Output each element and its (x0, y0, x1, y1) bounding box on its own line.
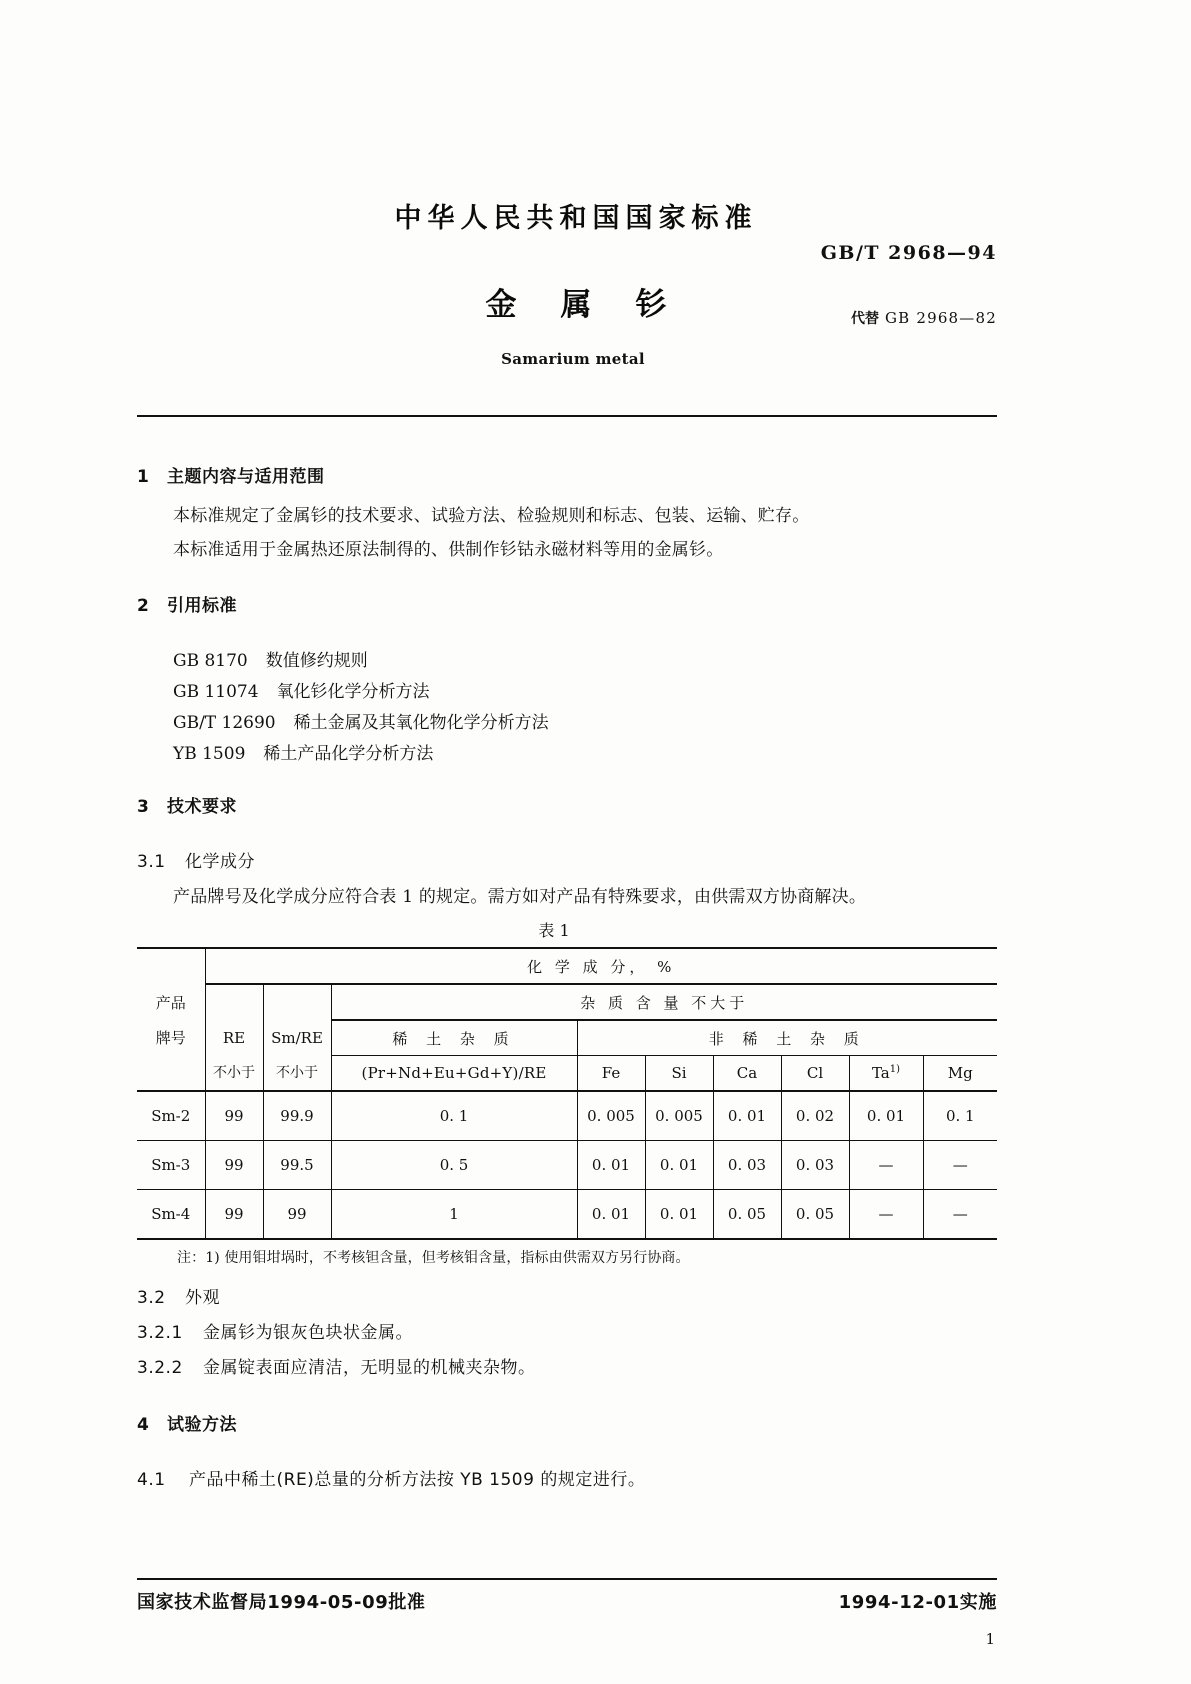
header-formula (331, 1056, 577, 1092)
header-ca (713, 1056, 781, 1092)
footer-divider (137, 1578, 997, 1580)
cell-cl: 0. 05 (781, 1190, 849, 1240)
cell-si: 0. 01 (645, 1190, 713, 1240)
cell-ta: — (849, 1141, 923, 1190)
cell-smre: 99.9 (263, 1091, 331, 1141)
cell-cl: 0. 02 (781, 1091, 849, 1141)
header-re-label: RE (222, 1028, 246, 1047)
cell-smre: 99 (263, 1190, 331, 1240)
header-si (645, 1056, 713, 1092)
header-chem-composition-label: 化 学 成 分， % (527, 957, 676, 976)
reference-code: GB 8170 (173, 651, 248, 671)
section-3-2-2-text: 金属锭表面应清洁，无明显的机械夹杂物。 (203, 1358, 536, 1378)
section-heading-4-1 (137, 1465, 997, 1490)
table-header-row-elements (137, 1056, 997, 1092)
section-4-title: 试验方法 (167, 1415, 237, 1435)
replaces-standard-number: GB 2968—82 (884, 309, 997, 327)
page-number: 1 (985, 1630, 995, 1648)
section-heading-3-2-1 (137, 1318, 997, 1343)
cell-re-impurity: 1 (331, 1190, 577, 1240)
header-formula-label: (Pr+Nd+Eu+Gd+Y)/RE (361, 1064, 547, 1082)
section-heading-3-1 (137, 847, 997, 872)
cell-si: 0. 01 (645, 1141, 713, 1190)
section-heading-3 (137, 792, 997, 817)
reference-title: 稀土产品化学分析方法 (263, 744, 434, 764)
header-impurity-group (331, 984, 997, 1020)
table-header-row-groups (137, 1020, 997, 1056)
cell-re: 99 (205, 1141, 263, 1190)
header-brand-line1 (137, 984, 205, 1020)
cell-mg: — (923, 1141, 997, 1190)
cell-re: 99 (205, 1091, 263, 1141)
document-title: 金属钐 (485, 287, 711, 323)
cell-ta: 0. 01 (849, 1091, 923, 1141)
header-brand-blank (137, 1056, 205, 1092)
spacer (137, 1388, 997, 1410)
document-footer (137, 1588, 997, 1614)
header-ta (849, 1056, 923, 1092)
page-sheet (137, 0, 997, 1684)
list-item (173, 677, 997, 708)
cell-mg: — (923, 1190, 997, 1240)
cell-re: 99 (205, 1190, 263, 1240)
reference-title: 氧化钐化学分析方法 (276, 682, 430, 702)
header-si-label: Si (671, 1064, 687, 1082)
spacer (137, 569, 997, 591)
section-3-number: 3 (137, 797, 150, 817)
section-2-title: 引用标准 (167, 596, 237, 616)
cell-brand: Sm-4 (137, 1190, 205, 1240)
effective-date: 1994-12-01实施 (838, 1592, 997, 1613)
cell-fe: 0. 005 (577, 1091, 645, 1141)
spacer (137, 1449, 997, 1465)
header-re-sub-label: 不小于 (213, 1064, 255, 1081)
cell-fe: 0. 01 (577, 1141, 645, 1190)
header-chem-composition (205, 948, 997, 984)
header-smre-sub (263, 1056, 331, 1092)
replaces-note (851, 308, 997, 328)
header-brand-label-1: 产品 (155, 993, 186, 1012)
table-header-row-composition (137, 948, 997, 984)
document-masthead (137, 196, 997, 368)
cell-re-impurity: 0. 5 (331, 1141, 577, 1190)
cell-mg: 0. 1 (923, 1091, 997, 1141)
section-4-1-number: 4.1 (137, 1470, 166, 1490)
national-standard-title: 中华人民共和国国家标准 (394, 203, 758, 234)
table-row (137, 1190, 997, 1240)
spacer (137, 770, 997, 792)
cell-ca: 0. 05 (713, 1190, 781, 1240)
header-ta-footnote-marker: 1) (889, 1064, 901, 1075)
table-row (137, 1091, 997, 1141)
chemical-composition-table (137, 947, 997, 1240)
list-item (173, 739, 997, 770)
approval-statement: 国家技术监督局1994-05-09批准 (137, 1592, 426, 1613)
section-3-2-1-text: 金属钐为银灰色块状金属。 (203, 1323, 413, 1343)
reference-code: GB/T 12690 (173, 713, 276, 733)
section-4-1-text: 产品中稀土(RE)总量的分析方法按 YB 1509 的规定进行。 (189, 1470, 646, 1490)
section-3-2-title: 外观 (185, 1288, 220, 1308)
replaces-label: 代替 (850, 311, 879, 327)
standard-number: GB/T 2968—94 (820, 242, 997, 264)
cell-ta: — (849, 1190, 923, 1240)
spacer (137, 630, 997, 646)
header-brand-line2 (137, 1020, 205, 1056)
section-1-paragraph-2: 本标准适用于金属热还原法制得的、供制作钐钴永磁材料等用的金属钐。 (173, 540, 724, 560)
list-item (173, 646, 997, 677)
section-heading-2 (137, 591, 997, 616)
header-divider (137, 415, 997, 417)
header-re-sub (205, 1056, 263, 1092)
header-smre-blank (263, 984, 331, 1020)
document-body (137, 462, 997, 1500)
reference-code: GB 11074 (173, 682, 259, 702)
cell-si: 0. 005 (645, 1091, 713, 1141)
header-non-re-impurity (577, 1020, 997, 1056)
header-brand-label-2: 牌号 (155, 1029, 186, 1048)
header-smre-sub-label: 不小于 (276, 1064, 318, 1081)
header-smre-label: Sm/RE (271, 1028, 323, 1047)
section-heading-3-2-2 (137, 1353, 997, 1378)
english-title: Samarium metal (501, 350, 645, 368)
table-header-row-impurity (137, 984, 997, 1020)
table-row (137, 1141, 997, 1190)
section-1-number: 1 (137, 467, 150, 487)
section-1-paragraph-1: 本标准规定了金属钐的技术要求、试验方法、检验规则和标志、包装、运输、贮存。 (173, 506, 810, 526)
section-3-2-2-number: 3.2.2 (137, 1358, 183, 1378)
header-ta-label: Ta (871, 1064, 890, 1082)
header-corner-blank (137, 948, 205, 984)
header-ca-label: Ca (736, 1064, 758, 1082)
section-2-number: 2 (137, 596, 150, 616)
section-3-2-number: 3.2 (137, 1288, 166, 1308)
section-3-2-1-number: 3.2.1 (137, 1323, 183, 1343)
header-impurity-group-label: 杂 质 含 量 不大于 (580, 993, 749, 1012)
cell-cl: 0. 03 (781, 1141, 849, 1190)
reference-title: 稀土金属及其氧化物化学分析方法 (293, 713, 549, 733)
section-3-1-paragraph: 产品牌号及化学成分应符合表 1 的规定。需方如对产品有特殊要求，由供需双方协商解决。 (173, 887, 867, 907)
section-1-title: 主题内容与适用范围 (167, 467, 325, 487)
cell-ca: 0. 01 (713, 1091, 781, 1141)
reference-title: 数值修约规则 (265, 651, 368, 671)
cell-smre: 99.5 (263, 1141, 331, 1190)
header-re-impurity-label: 稀 土 杂 质 (392, 1029, 516, 1048)
header-fe-label: Fe (601, 1064, 621, 1082)
referenced-standards-list (137, 646, 997, 770)
section-heading-4 (137, 1410, 997, 1435)
header-re-blank (205, 984, 263, 1020)
section-3-1-title: 化学成分 (185, 852, 255, 872)
header-smre (263, 1020, 331, 1056)
section-heading-3-2 (137, 1283, 997, 1308)
spacer (137, 831, 997, 847)
table-footnote: 注：1) 使用钼坩埚时，不考核钽含量，但考核钼含量，指标由供需双方另行协商。 (177, 1250, 690, 1266)
header-mg-label: Mg (947, 1064, 973, 1082)
list-item (173, 708, 997, 739)
header-re (205, 1020, 263, 1056)
cell-ca: 0. 03 (713, 1141, 781, 1190)
cell-fe: 0. 01 (577, 1190, 645, 1240)
section-4-number: 4 (137, 1415, 150, 1435)
header-mg (923, 1056, 997, 1092)
header-fe (577, 1056, 645, 1092)
header-cl (781, 1056, 849, 1092)
section-3-title: 技术要求 (167, 797, 237, 817)
spacer (137, 1267, 997, 1283)
header-non-re-impurity-label: 非 稀 土 杂 质 (708, 1029, 866, 1048)
table-caption: 表 1 (538, 921, 570, 940)
section-heading-1 (137, 462, 997, 487)
section-3-1-number: 3.1 (137, 852, 166, 872)
cell-brand: Sm-2 (137, 1091, 205, 1141)
header-re-impurity (331, 1020, 577, 1056)
header-cl-label: Cl (806, 1064, 824, 1082)
cell-brand: Sm-3 (137, 1141, 205, 1190)
cell-re-impurity: 0. 1 (331, 1091, 577, 1141)
reference-code: YB 1509 (173, 744, 246, 764)
